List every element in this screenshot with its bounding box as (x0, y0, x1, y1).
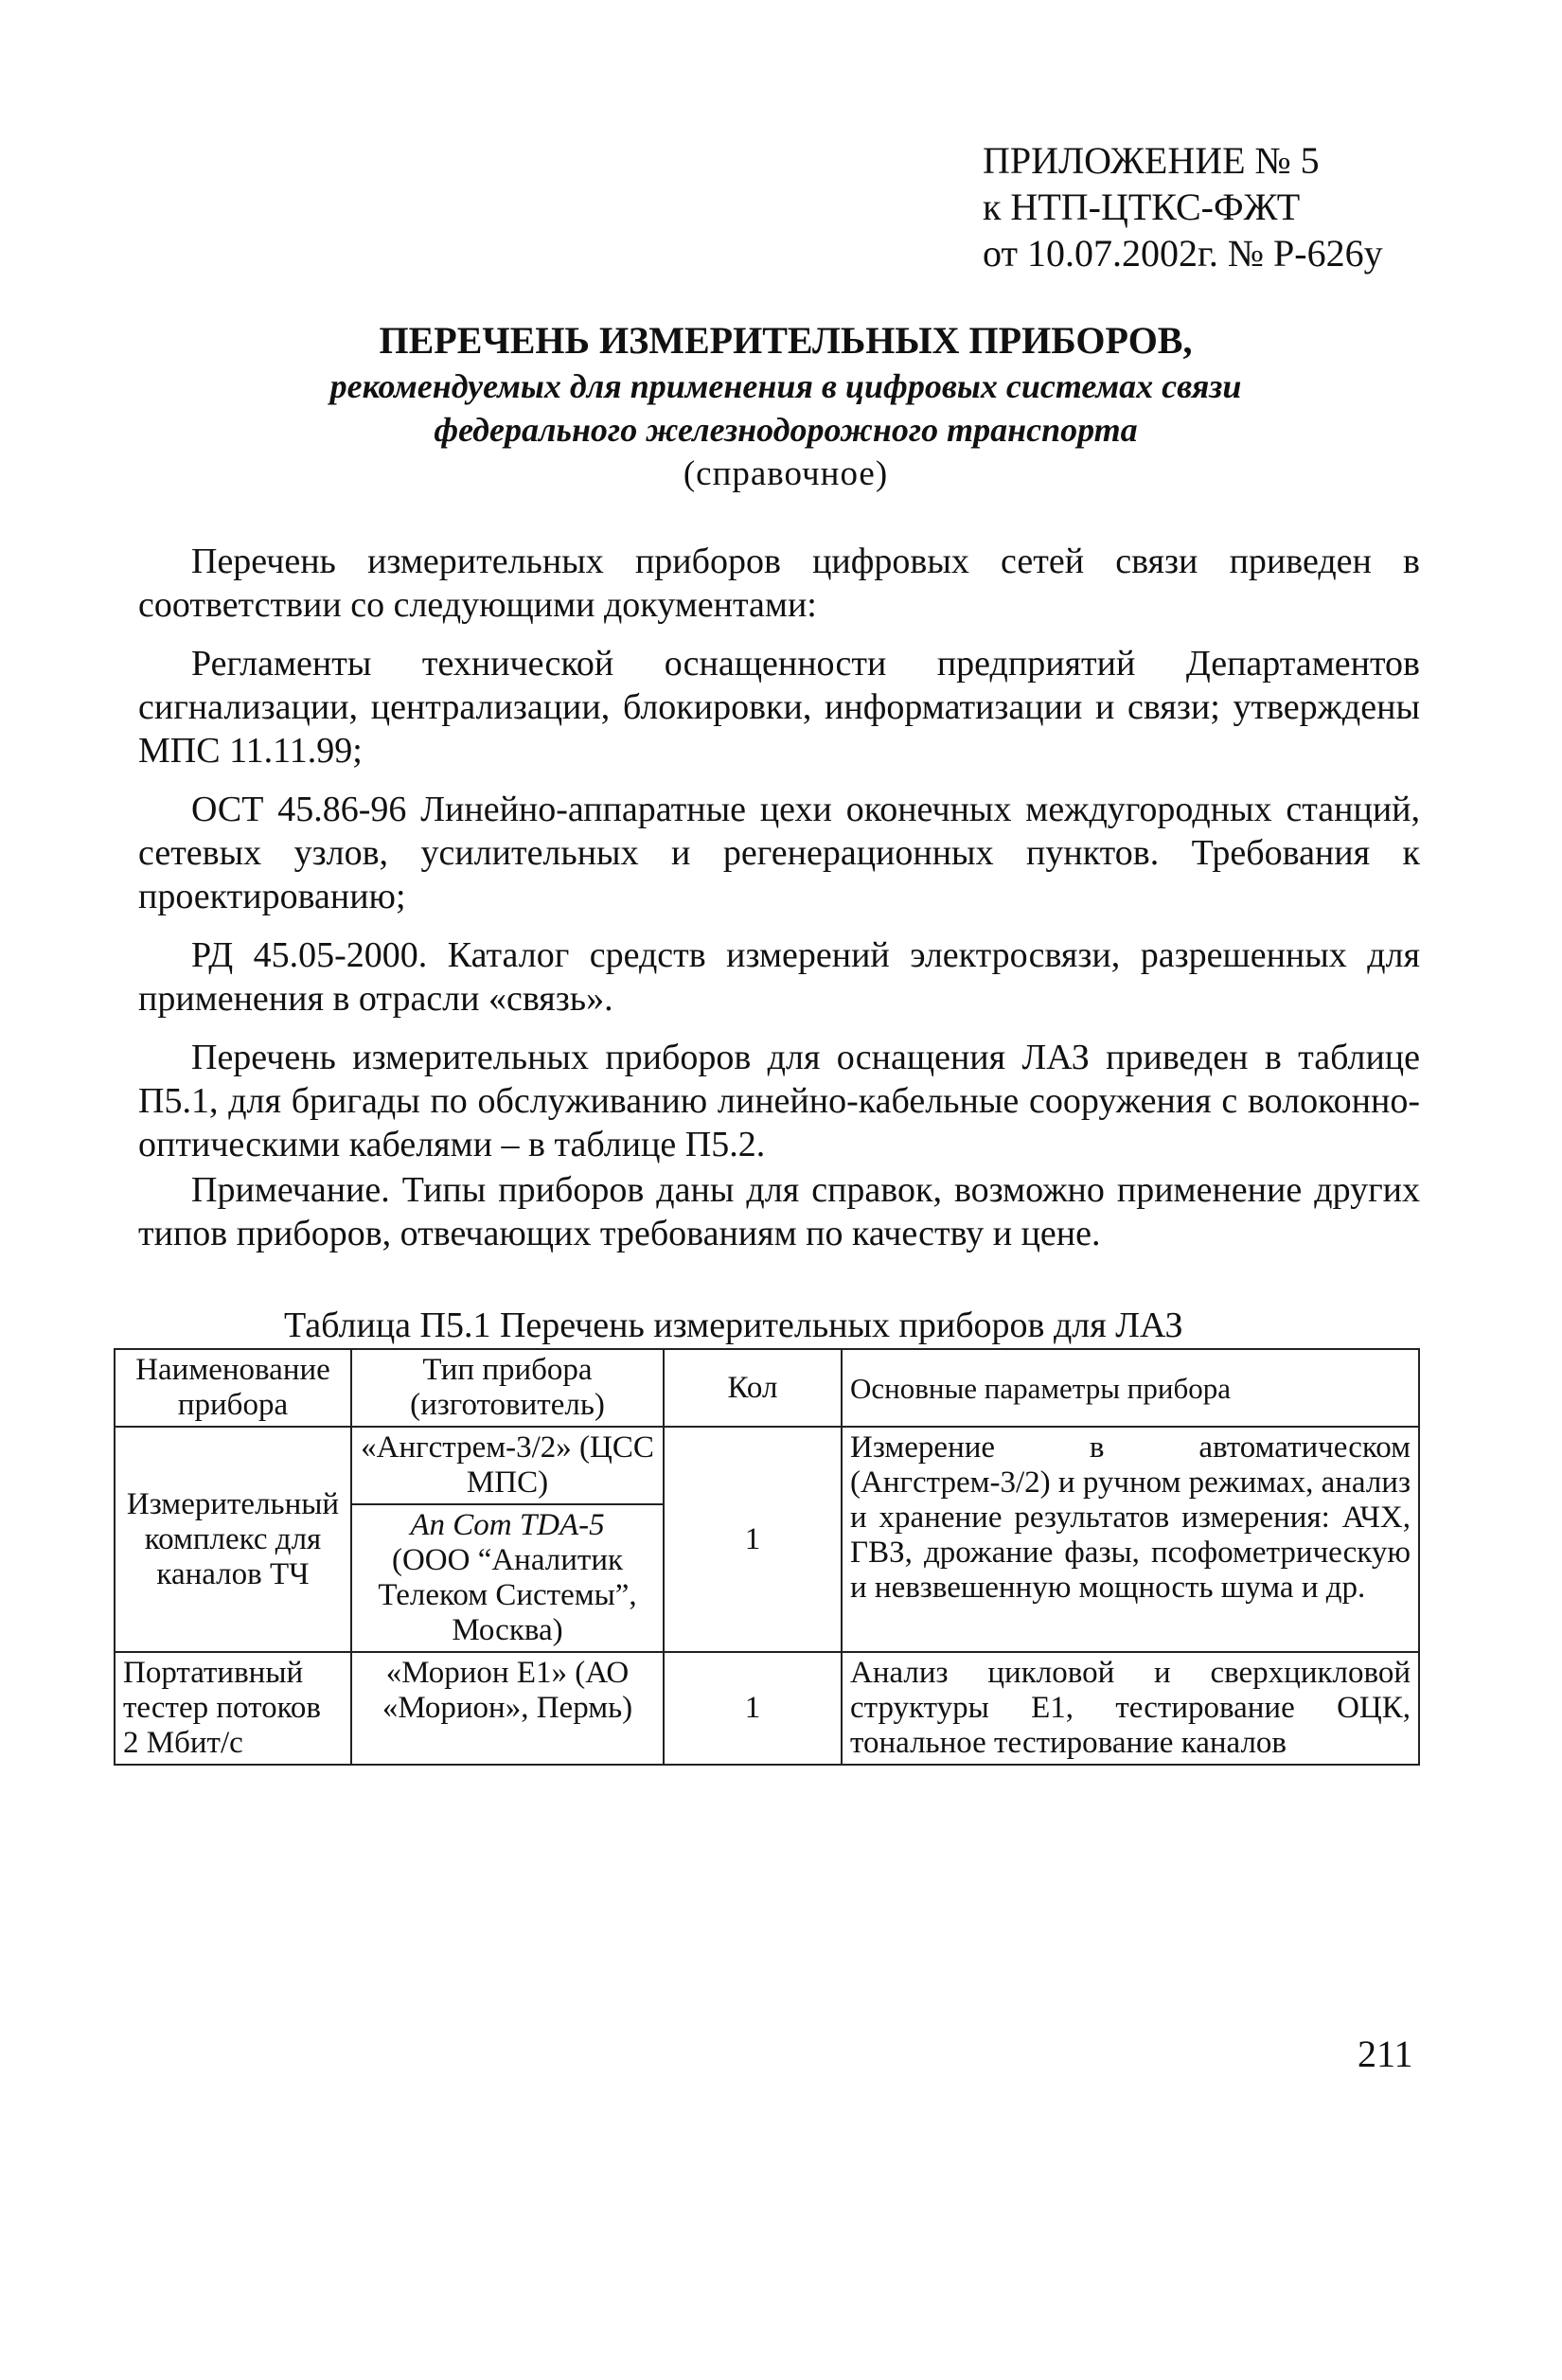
device-qty-cell: 1 (664, 1427, 842, 1652)
device-name-cell: Портативный тестер потоков 2 Мбит/с (115, 1652, 351, 1765)
appendix-date: от 10.07.2002г. № Р-626у (983, 232, 1383, 275)
device-maker: (ООО “Аналитик Телеком Системы”, Москва) (378, 1543, 637, 1647)
device-params-cell: Измерение в автоматическом (Ангстрем-3/2) и ручном режимах, анализ и хранение результатов измерения: АЧХ, ГВЗ, дрожание фазы, псофометрическую и невзвешенную мощность шума и др. (842, 1427, 1419, 1652)
table-row (115, 1427, 1419, 1504)
table-header-row (115, 1349, 1419, 1427)
device-type-cell (351, 1504, 664, 1652)
device-name-cell: Измерительный комплекс для каналов ТЧ (115, 1427, 351, 1652)
header-params: Основные параметры прибора (842, 1349, 1419, 1427)
device-type-cell: «Морион Е1» (АО «Морион», Пермь) (351, 1652, 664, 1765)
header-name: Наименование прибора (115, 1349, 351, 1427)
page-subtitle-line-1: рекомендуемых для применения в цифровых системах связи (329, 367, 1242, 405)
note-text: Примечание. Типы приборов даны для справок, возможно применение других типов приборов, отвечающих требованиям по качеству и цене. (138, 1170, 1420, 1253)
paragraph-intro: Перечень измерительных приборов цифровых сетей связи приведен в соответствии со следующими документами: (138, 542, 1420, 625)
paragraph-tables-reference: Перечень измерительных приборов для оснащения ЛАЗ приведен в таблице П5.1, для бригады по обслуживанию линейно-кабельные сооружения с волоконно-оптическими кабелями – в таблице П5.2. (138, 1038, 1420, 1164)
paragraph-ost: ОСТ 45.86-96 Линейно-аппаратные цехи оконечных междугородных станций, сетевых узлов, усилительных и регенерационных пунктов. Требования к проектированию; (138, 790, 1420, 916)
header-qty: Кол (664, 1349, 842, 1427)
device-params-cell: Анализ цикловой и сверхцикловой структуры Е1, тестирование ОЦК, тональное тестирование каналов (842, 1652, 1419, 1765)
appendix-reference: к НТП-ЦТКС-ФЖТ (983, 186, 1301, 228)
reference-label: (справочное) (683, 454, 889, 493)
devices-table (114, 1348, 1420, 1766)
paragraph-rd: РД 45.05-2000. Каталог средств измерений электросвязи, разрешенных для применения в отрасли «связь». (138, 935, 1420, 1019)
device-type-cell: «Ангстрем-3/2» (ЦСС МПС) (351, 1427, 664, 1504)
appendix-header (983, 137, 1383, 276)
title-block (170, 317, 1401, 497)
paragraph-regulations: Регламенты технической оснащенности предприятий Департаментов сигнализации, централизации, блокировки, информатизации и связи; утверждены МПС 11.11.99; (138, 644, 1420, 771)
page-title: ПЕРЕЧЕНЬ ИЗМЕРИТЕЛЬНЫХ ПРИБОРОВ, (379, 319, 1193, 362)
device-qty-cell: 1 (664, 1652, 842, 1765)
header-type: Тип прибора (изготовитель) (351, 1349, 664, 1427)
page-number: 211 (1358, 2033, 1413, 2075)
note-block (138, 1168, 1420, 1255)
table-caption: Таблица П5.1 Перечень измерительных приборов для ЛАЗ (284, 1305, 1183, 1345)
page-subtitle-line-2: федерального железнодорожного транспорта (434, 411, 1138, 449)
table-row (115, 1652, 1419, 1765)
appendix-number: ПРИЛОЖЕНИЕ № 5 (983, 139, 1320, 182)
device-model: An Com TDA-5 (410, 1508, 605, 1542)
body-text (138, 540, 1420, 1181)
